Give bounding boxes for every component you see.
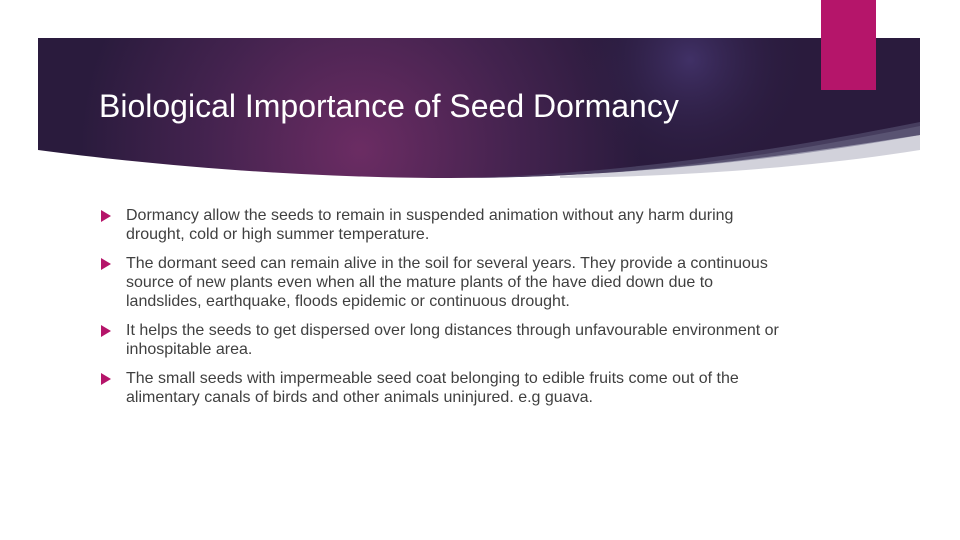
slide-title: Biological Importance of Seed Dormancy (99, 88, 679, 124)
bullet-item (100, 369, 790, 407)
bullet-text: It helps the seeds to get dispersed over long distances through unfavourable environment or inhospitable area. (126, 322, 779, 358)
triangle-right-icon (101, 258, 111, 270)
triangle-right-icon (101, 210, 111, 222)
triangle-right-icon (101, 373, 111, 385)
bullet-item (100, 321, 790, 359)
triangle-right-icon (101, 325, 111, 337)
accent-tab (821, 0, 876, 90)
bullet-list (100, 206, 790, 417)
bullet-text: The small seeds with impermeable seed coat belonging to edible fruits come out of the alimentary canals of birds and other animals uninjured. e.g guava. (126, 370, 739, 406)
bullet-item (100, 206, 790, 244)
bullet-item (100, 254, 790, 311)
bullet-text: The dormant seed can remain alive in the soil for several years. They provide a continuous source of new plants even when all the mature plants of the have died down due to landslides, earthquake, floods epidemic or continuous drought. (126, 255, 768, 310)
bullet-text: Dormancy allow the seeds to remain in suspended animation without any harm during drought, cold or high summer temperature. (126, 207, 734, 243)
